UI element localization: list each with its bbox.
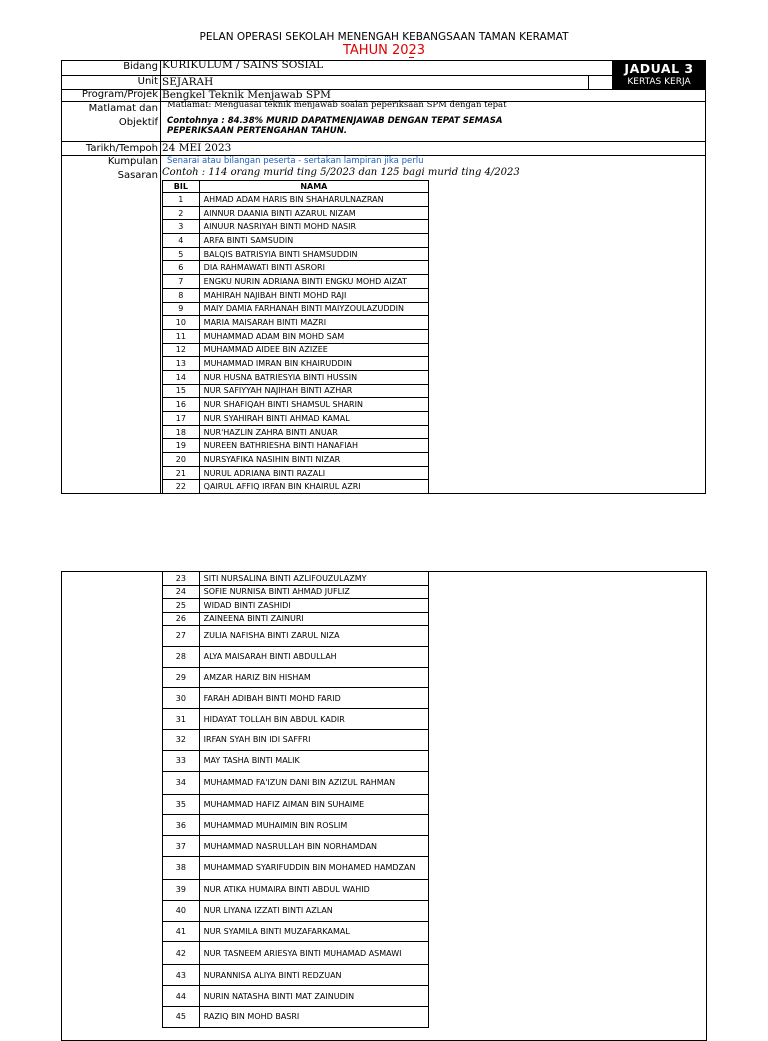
table-row xyxy=(163,626,429,647)
row-nama: IRFAN SYAH BIN IDI SAFFRI xyxy=(199,729,428,750)
table-row xyxy=(163,206,429,220)
row-bil: 42 xyxy=(163,942,200,965)
table-row xyxy=(163,439,429,453)
table-row xyxy=(163,370,429,384)
row-bil: 2 xyxy=(163,206,200,220)
table-row xyxy=(163,599,429,613)
row-bil: 14 xyxy=(163,370,200,384)
row-nama: QAIRUL AFFIQ IRFAN BIN KHAIRUL AZRI xyxy=(199,480,428,494)
row-nama: NUR LIYANA IZZATI BINTI AZLAN xyxy=(199,900,428,921)
row-nama: MUHAMMAD MUHAIMIN BIN ROSLIM xyxy=(199,815,428,836)
program-value: Bengkel Teknik Menjawab SPM xyxy=(162,89,331,101)
tarikh-label: Tarikh/Tempoh xyxy=(85,143,158,154)
jadual-number: JADUAL 3 xyxy=(624,61,694,76)
row-bil: 21 xyxy=(163,466,200,480)
year-underline-mark xyxy=(409,57,414,58)
row-bil: 45 xyxy=(163,1006,200,1027)
row-nama: ZULIA NAFISHA BINTI ZARUL NIZA xyxy=(199,626,428,647)
table-body-page1 xyxy=(163,193,429,494)
table-row xyxy=(163,398,429,412)
table-row xyxy=(163,815,429,836)
row-nama: BALQIS BATRISYIA BINTI SHAMSUDDIN xyxy=(199,247,428,261)
row-bil: 30 xyxy=(163,688,200,709)
row-nama: MUHAMMAD AIDEE BIN AZIZEE xyxy=(199,343,428,357)
col-bil-header: BIL xyxy=(163,181,200,193)
row-bil: 18 xyxy=(163,425,200,439)
table-row xyxy=(163,667,429,688)
tarikh-value: 24 MEI 2023 xyxy=(162,142,232,154)
row-bil: 5 xyxy=(163,247,200,261)
participant-table-page1 xyxy=(162,180,429,494)
row-nama: AHMAD ADAM HARIS BIN SHAHARULNAZRAN xyxy=(199,193,428,207)
page-title: PELAN OPERASI SEKOLAH MENENGAH KEBANGSAAN TAMAN KERAMAT xyxy=(199,31,569,43)
table-row xyxy=(163,343,429,357)
row-bil: 31 xyxy=(163,709,200,730)
row-bil: 17 xyxy=(163,412,200,426)
row-bil: 26 xyxy=(163,612,200,626)
bidang-label: Bidang xyxy=(123,61,158,72)
table-row xyxy=(163,466,429,480)
row-bil: 13 xyxy=(163,357,200,371)
table-row xyxy=(163,453,429,467)
row-nama: MAIY DAMIA FARHANAH BINTI MAIYZOULAZUDDIN xyxy=(199,302,428,316)
row-bil: 27 xyxy=(163,626,200,647)
table-row xyxy=(163,234,429,248)
table-row xyxy=(163,220,429,234)
unit-label: Unit xyxy=(137,76,158,87)
matlamat-value: Matlamat: Menguasai teknik menjawab soalan peperiksaan SPM dengan tepat xyxy=(167,100,507,110)
table-row xyxy=(163,585,429,599)
row-nama: AMZAR HARIZ BIN HISHAM xyxy=(199,667,428,688)
table-row xyxy=(163,646,429,667)
bidang-value: KURIKULUM / SAINS SOSIAL xyxy=(162,59,324,71)
row-bil: 35 xyxy=(163,794,200,815)
row-bil: 25 xyxy=(163,599,200,613)
jadual-badge xyxy=(612,60,706,90)
kumpulan-example: Contoh : 114 orang murid ting 5/2023 dan 125 bagi murid ting 4/2023 xyxy=(162,167,520,178)
row-bil: 36 xyxy=(163,815,200,836)
row-nama: AINUUR NASRIYAH BINTI MOHD NASIR xyxy=(199,220,428,234)
row-nama: MUHAMMAD IMRAN BIN KHAIRUDDIN xyxy=(199,357,428,371)
row-nama: NUREEN BATHRIESHA BINTI HANAFIAH xyxy=(199,439,428,453)
table-body-page2 xyxy=(163,572,429,1028)
table-row xyxy=(163,900,429,921)
kumpulan-label-1: Kumpulan xyxy=(107,156,158,167)
table-row xyxy=(163,729,429,750)
row-nama: NUR SHAFIQAH BINTI SHAMSUL SHARIN xyxy=(199,398,428,412)
row-nama: DIA RAHMAWATI BINTI ASRORI xyxy=(199,261,428,275)
table-row xyxy=(163,965,429,986)
row-bil: 32 xyxy=(163,729,200,750)
kumpulan-label-2: Sasaran xyxy=(117,170,158,181)
row-nama: MUHAMMAD NASRULLAH BIN NORHAMDAN xyxy=(199,836,428,857)
row-nama: ARFA BINTI SAMSUDIN xyxy=(199,234,428,248)
row-nama: NURUL ADRIANA BINTI RAZALI xyxy=(199,466,428,480)
row-nama: SITI NURSALINA BINTI AZLIFOUZULAZMY xyxy=(199,572,428,586)
row-nama: NUR HUSNA BATRIESYIA BINTI HUSSIN xyxy=(199,370,428,384)
row-nama: MAY TASHA BINTI MALIK xyxy=(199,750,428,771)
table-row xyxy=(163,480,429,494)
row-bil: 15 xyxy=(163,384,200,398)
row-bil: 38 xyxy=(163,856,200,879)
table-row xyxy=(163,357,429,371)
table-row xyxy=(163,879,429,900)
row-bil: 37 xyxy=(163,836,200,857)
table-row xyxy=(163,425,429,439)
row-nama: MARIA MAISARAH BINTI MAZRI xyxy=(199,316,428,330)
row-bil: 24 xyxy=(163,585,200,599)
year-title xyxy=(0,43,768,58)
objektif-line-1: Contohnya : 84.38% MURID DAPATMENJAWAB DENGAN TEPAT SEMASA xyxy=(167,116,503,126)
table-row xyxy=(163,572,429,586)
table-row xyxy=(163,856,429,879)
table-row xyxy=(163,921,429,942)
table-row xyxy=(163,942,429,965)
table-row xyxy=(163,261,429,275)
labels-column xyxy=(61,60,158,494)
row-bil: 29 xyxy=(163,667,200,688)
table-row xyxy=(163,329,429,343)
row-bil: 28 xyxy=(163,646,200,667)
table-row xyxy=(163,688,429,709)
year-text: TAHUN 2023 xyxy=(342,43,426,58)
table-row xyxy=(163,384,429,398)
row-nama: NUR SAFIYYAH NAJIHAH BINTI AZHAR xyxy=(199,384,428,398)
table-row xyxy=(163,247,429,261)
row-bil: 33 xyxy=(163,750,200,771)
row-nama: MUHAMMAD SYARIFUDDIN BIN MOHAMED HAMDZAN xyxy=(199,856,428,879)
row-bil: 39 xyxy=(163,879,200,900)
table-row xyxy=(163,288,429,302)
row-nama: MUHAMMAD HAFIZ AIMAN BIN SUHAIME xyxy=(199,794,428,815)
table-row xyxy=(163,412,429,426)
table-row xyxy=(163,836,429,857)
row-bil: 12 xyxy=(163,343,200,357)
table-row xyxy=(163,750,429,771)
row-nama: NUR ATIKA HUMAIRA BINTI ABDUL WAHID xyxy=(199,879,428,900)
row-bil: 6 xyxy=(163,261,200,275)
row-bil: 16 xyxy=(163,398,200,412)
matlamat-label-1: Matlamat dan xyxy=(88,103,158,114)
row-bil: 19 xyxy=(163,439,200,453)
row-bil: 8 xyxy=(163,288,200,302)
row-bil: 41 xyxy=(163,921,200,942)
row-nama: ENGKU NURIN ADRIANA BINTI ENGKU MOHD AIZAT xyxy=(199,275,428,289)
row-bil: 3 xyxy=(163,220,200,234)
row-nama: NUR'HAZLIN ZAHRA BINTI ANUAR xyxy=(199,425,428,439)
table-row xyxy=(163,709,429,730)
row-bil: 44 xyxy=(163,986,200,1007)
row-bil: 34 xyxy=(163,771,200,794)
row-nama: AINNUR DAANIA BINTI AZARUL NIZAM xyxy=(199,206,428,220)
row-nama: MUHAMMAD ADAM BIN MOHD SAM xyxy=(199,329,428,343)
row-nama: WIDAD BINTI ZASHIDI xyxy=(199,599,428,613)
row-nama: NUR SYAMILA BINTI MUZAFARKAMAL xyxy=(199,921,428,942)
table-row xyxy=(163,1006,429,1027)
table-row xyxy=(163,302,429,316)
label-divider xyxy=(160,60,161,494)
row-nama: NURIN NATASHA BINTI MAT ZAINUDIN xyxy=(199,986,428,1007)
table-header-row xyxy=(163,181,429,193)
table-row xyxy=(163,316,429,330)
row-bil: 10 xyxy=(163,316,200,330)
table-row xyxy=(163,794,429,815)
row-nama: FARAH ADIBAH BINTI MOHD FARID xyxy=(199,688,428,709)
row-nama: NURANNISA ALIYA BINTI REDZUAN xyxy=(199,965,428,986)
row-bil: 9 xyxy=(163,302,200,316)
row-nama: NURSYAFIKA NASIHIN BINTI NIZAR xyxy=(199,453,428,467)
row-bil: 4 xyxy=(163,234,200,248)
row-nama: ALYA MAISARAH BINTI ABDULLAH xyxy=(199,646,428,667)
kumpulan-note: Senarai atau bilangan peserta - sertakan lampiran jika perlu xyxy=(167,156,424,166)
row-bil: 7 xyxy=(163,275,200,289)
row-bil: 40 xyxy=(163,900,200,921)
unit-value: SEJARAH xyxy=(162,76,214,88)
participant-table-page2 xyxy=(162,571,429,1028)
row-nama: HIDAYAT TOLLAH BIN ABDUL KADIR xyxy=(199,709,428,730)
row-bil: 1 xyxy=(163,193,200,207)
row-nama: MUHAMMAD FA'IZUN DANI BIN AZIZUL RAHMAN xyxy=(199,771,428,794)
objektif-line-2: PEPERIKSAAN PERTENGAHAN TAHUN. xyxy=(167,126,348,136)
row-bil: 20 xyxy=(163,453,200,467)
objektif-value xyxy=(167,116,502,136)
matlamat-label-2: Objektif xyxy=(118,117,158,128)
table-row xyxy=(163,986,429,1007)
table-row xyxy=(163,771,429,794)
row-bil: 43 xyxy=(163,965,200,986)
row-bil: 22 xyxy=(163,480,200,494)
row-bil: 11 xyxy=(163,329,200,343)
row-nama: SOFIE NURNISA BINTI AHMAD JUFLIZ xyxy=(199,585,428,599)
table-row xyxy=(163,612,429,626)
row-nama: NUR TASNEEM ARIESYA BINTI MUHAMAD ASMAWI xyxy=(199,942,428,965)
table-row xyxy=(163,193,429,207)
row-nama: MAHIRAH NAJIBAH BINTI MOHD RAJI xyxy=(199,288,428,302)
row-bil: 23 xyxy=(163,572,200,586)
col-nama-header: NAMA xyxy=(199,181,428,193)
unit-right-divider xyxy=(588,75,589,89)
row-nama: ZAINEENA BINTI ZAINURI xyxy=(199,612,428,626)
kertas-kerja-label: KERTAS KERJA xyxy=(627,77,691,87)
program-label: Program/Projek xyxy=(81,89,158,100)
row-nama: NUR SYAHIRAH BINTI AHMAD KAMAL xyxy=(199,412,428,426)
table-row xyxy=(163,275,429,289)
row-nama: RAZIQ BIN MOHD BASRI xyxy=(199,1006,428,1027)
